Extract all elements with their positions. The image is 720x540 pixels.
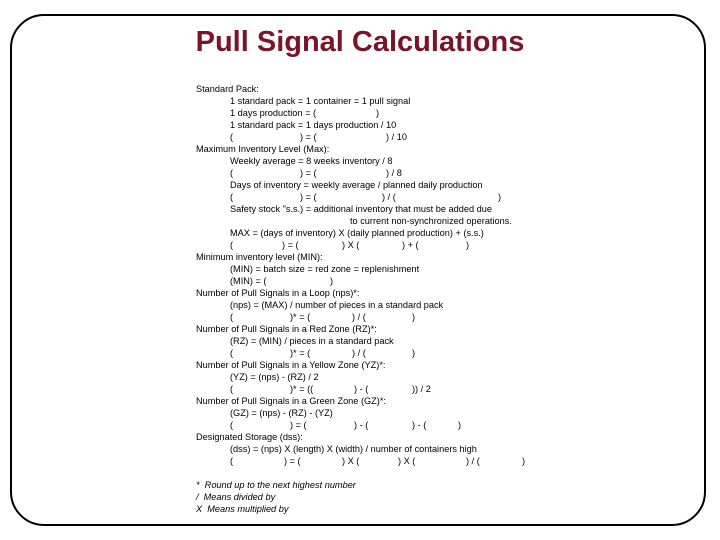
formula-part: ) - ( (354, 420, 369, 430)
formula-part: ( (230, 348, 234, 358)
nps-heading: Number of Pull Signals in a Loop (nps)*: (196, 288, 360, 298)
formula-part: ) / ( (382, 192, 396, 202)
formula-part: )) / 2 (412, 384, 431, 394)
formula-part: ( (230, 312, 234, 322)
formula-part: ) = ( (300, 192, 317, 202)
formula-part: ) / ( (466, 456, 480, 466)
formula-part: )* = ( (290, 348, 311, 358)
max-line: MAX = (days of inventory) X (daily planned production) + (s.s.) (230, 228, 484, 238)
max-line: Safety stock "s.s.) = additional inventory that must be added due (230, 204, 492, 214)
dss-heading: Designated Storage (dss): (196, 432, 303, 442)
footnote: * Round up to the next highest number (196, 480, 356, 490)
min-heading: Minimum inventory level (MIN): (196, 252, 323, 262)
formula-part: ) (522, 456, 526, 466)
formula-part: ) - ( (412, 420, 427, 430)
formula-part: ) X ( (342, 456, 360, 466)
formula-part: ) (498, 192, 502, 202)
formula-part: ) X ( (342, 240, 360, 250)
formula-part: ( (230, 384, 234, 394)
min-line: (MIN) = batch size = red zone = replenishment (230, 264, 420, 274)
dss-line: (dss) = (nps) X (length) X (width) / number of containers high (230, 444, 477, 454)
formula-part: ) = ( (282, 240, 299, 250)
formula-part: ( (230, 240, 234, 250)
formula-part: ) + ( (402, 240, 419, 250)
formula-part: ( (230, 456, 234, 466)
formula-part: ) (412, 312, 416, 322)
formula-part: ) = ( (300, 132, 317, 142)
formula-part: ) / ( (352, 348, 366, 358)
yz-heading: Number of Pull Signals in a Yellow Zone (YZ)*: (196, 360, 386, 370)
rz-line: (RZ) = (MIN) / pieces in a standard pack (230, 336, 394, 346)
yz-line: (YZ) = (nps) - (RZ) / 2 (230, 372, 319, 382)
formula-part: (MIN) = ( (230, 276, 267, 286)
max-line: to current non-synchronized operations. (350, 216, 512, 226)
formula-part: ) (376, 108, 380, 118)
max-heading: Maximum Inventory Level (Max): (196, 144, 330, 154)
formula-part: ) / ( (352, 312, 366, 322)
formula-part: ) / 10 (386, 132, 407, 142)
formula-part: ( (230, 132, 234, 142)
formula-part: ) X ( (398, 456, 416, 466)
gz-heading: Number of Pull Signals in a Green Zone (GZ)*: (196, 396, 386, 406)
slide-title: Pull Signal Calculations (195, 26, 525, 58)
rz-heading: Number of Pull Signals in a Red Zone (RZ)*: (196, 324, 377, 334)
formula-part: ) = ( (290, 420, 307, 430)
formula-part: ) (412, 348, 416, 358)
footnote: X Means multiplied by (196, 504, 289, 514)
formula-part: ) (330, 276, 334, 286)
formula-part: ( (230, 192, 234, 202)
formula-part: ) - ( (354, 384, 369, 394)
formula-part: ( (230, 420, 234, 430)
footnote: / Means divided by (196, 492, 276, 502)
formula-part: ) = ( (284, 456, 301, 466)
standard-pack-heading: Standard Pack: (196, 84, 259, 94)
standard-pack-line: 1 standard pack = 1 container = 1 pull signal (230, 96, 411, 106)
max-line: Weekly average = 8 weeks inventory / 8 (230, 156, 393, 166)
standard-pack-line: 1 days production = ( (230, 108, 317, 118)
formula-part: )* = ( (290, 312, 311, 322)
max-line: Days of inventory = weekly average / planned daily production (230, 180, 483, 190)
formula-part: ) = ( (300, 168, 317, 178)
formula-part: ) / 8 (386, 168, 402, 178)
formula-part: ) (466, 240, 470, 250)
standard-pack-line: 1 standard pack = 1 days production / 10 (230, 120, 397, 130)
formula-part: )* = (( (290, 384, 314, 394)
gz-line: (GZ) = (nps) - (RZ) - (YZ) (230, 408, 333, 418)
nps-line: (nps) = (MAX) / number of pieces in a standard pack (230, 300, 444, 310)
formula-part: ( (230, 168, 234, 178)
formula-part: ) (458, 420, 462, 430)
